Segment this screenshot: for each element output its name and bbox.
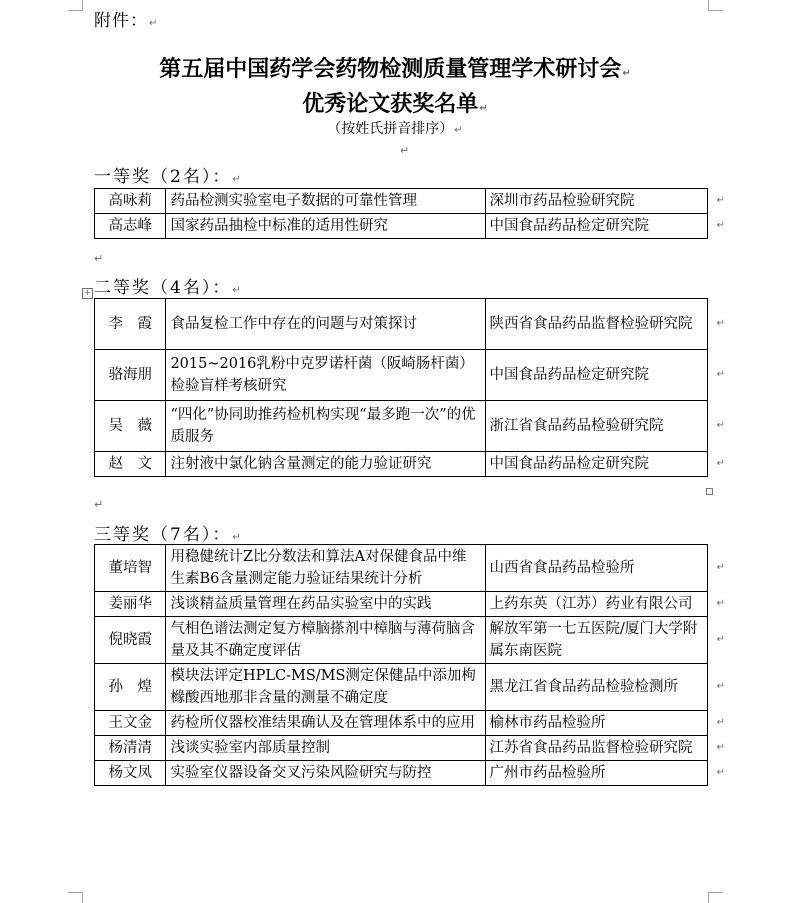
paper-title: 气相色谱法测定复方樟脑搽剂中樟脑与薄荷脑含量及其不确定度评估 bbox=[166, 617, 485, 664]
table-row bbox=[95, 350, 708, 401]
table-row bbox=[95, 617, 708, 664]
institution: 江苏省食品药品监督检验研究院 ↵ bbox=[485, 736, 707, 761]
winner-name: 倪晓霞 bbox=[95, 617, 166, 664]
institution: 陕西省食品药品监督检验研究院 ↵ bbox=[485, 299, 707, 350]
table-row bbox=[95, 214, 708, 239]
section-title-second-prize: 二等奖（4名）：↵ bbox=[94, 278, 243, 298]
winner-name: 董培智 bbox=[95, 545, 166, 592]
paragraph-mark: ↵ bbox=[400, 144, 410, 157]
paper-title: 国家药品抽检中标准的适用性研究 bbox=[166, 214, 485, 239]
paper-title: 浅谈实验室内部质量控制 bbox=[166, 736, 485, 761]
institution: 榆林市药品检验所 ↵ bbox=[485, 711, 707, 736]
institution: 解放军第一七五医院/厦门大学附属东南医院 ↵ bbox=[485, 617, 707, 664]
institution: 深圳市药品检验研究院 ↵ bbox=[485, 189, 707, 214]
document-title: 第五届中国药学会药物检测质量管理学术研讨会↵ bbox=[159, 56, 631, 82]
paper-title: 药检所仪器校准结果确认及在管理体系中的应用 bbox=[166, 711, 485, 736]
institution: 广州市药品检验所 ↵ bbox=[485, 761, 707, 786]
table-row bbox=[95, 545, 708, 592]
institution: 中国食品药品检定研究院 ↵ bbox=[485, 452, 707, 477]
paper-title: 实验室仪器设备交叉污染风险研究与防控 bbox=[166, 761, 485, 786]
paper-title: “四化”协同助推药检机构实现“最多跑一次”的优质服务 bbox=[166, 401, 485, 452]
table-row bbox=[95, 452, 708, 477]
paper-title: 注射液中氯化钠含量测定的能力验证研究 bbox=[166, 452, 485, 477]
winner-name: 高志峰 bbox=[95, 214, 166, 239]
paragraph-mark: ↵ bbox=[94, 252, 104, 265]
table-row bbox=[95, 761, 708, 786]
winner-name: 赵 文 bbox=[95, 452, 166, 477]
document-subtitle: （按姓氏拼音排序）↵ bbox=[327, 121, 463, 137]
second-prize-table bbox=[94, 298, 725, 477]
table-row bbox=[95, 401, 708, 452]
margin-corner-bottom-right bbox=[708, 892, 723, 903]
institution: 浙江省食品药品检验研究院 ↵ bbox=[485, 401, 707, 452]
paper-title: 食品复检工作中存在的问题与对策探讨 bbox=[166, 299, 485, 350]
table-row bbox=[95, 189, 708, 214]
winner-name: 吴 薇 bbox=[95, 401, 166, 452]
institution: 山西省食品药品检验所 ↵ bbox=[485, 545, 707, 592]
table-row bbox=[95, 592, 708, 617]
paper-title: 模块法评定HPLC-MS/MS测定保健品中添加枸橼酸西地那非含量的测量不确定度 bbox=[166, 664, 485, 711]
section-title-first-prize: 一等奖（2名）：↵ bbox=[94, 167, 243, 187]
institution: 黑龙江省食品药品检验检测所 ↵ bbox=[485, 664, 707, 711]
winner-name: 骆海朋 bbox=[95, 350, 166, 401]
table-row bbox=[95, 664, 708, 711]
winner-name: 王文金 bbox=[95, 711, 166, 736]
institution: 上药东英（江苏）药业有限公司 ↵ bbox=[485, 592, 707, 617]
paper-title: 用稳健统计Z比分数法和算法A对保健食品中维生素B6含量测定能力验证结果统计分析 bbox=[166, 545, 485, 592]
winner-name: 李 霞 bbox=[95, 299, 166, 350]
section-title-third-prize: 三等奖（7名）：↵ bbox=[94, 525, 243, 545]
table-resize-handle[interactable] bbox=[706, 488, 713, 495]
table-move-handle-icon[interactable]: + bbox=[83, 288, 92, 298]
attachment-label: 附件：↵ bbox=[94, 11, 159, 31]
winner-name: 孙 煌 bbox=[95, 664, 166, 711]
winner-name: 高咏莉 bbox=[95, 189, 166, 214]
table-row bbox=[95, 299, 708, 350]
margin-corner-top-left bbox=[68, 0, 83, 11]
paper-title: 浅谈精益质量管理在药品实验室中的实践 bbox=[166, 592, 485, 617]
table-row bbox=[95, 736, 708, 761]
paper-title: 2015~2016乳粉中克罗诺杆菌（阪崎肠杆菌）检验盲样考核研究 bbox=[166, 350, 485, 401]
winner-name: 杨文凤 bbox=[95, 761, 166, 786]
margin-corner-bottom-left bbox=[68, 892, 83, 903]
paper-title: 药品检测实验室电子数据的可靠性管理 bbox=[166, 189, 485, 214]
first-prize-table bbox=[94, 188, 725, 239]
paragraph-mark: ↵ bbox=[94, 498, 104, 511]
institution: 中国食品药品检定研究院 ↵ bbox=[485, 214, 707, 239]
margin-corner-top-right bbox=[708, 0, 723, 11]
third-prize-table bbox=[94, 544, 725, 786]
winner-name: 杨清清 bbox=[95, 736, 166, 761]
table-row bbox=[95, 711, 708, 736]
winner-name: 姜丽华 bbox=[95, 592, 166, 617]
institution: 中国食品药品检定研究院 ↵ bbox=[485, 350, 707, 401]
document-title-line2: 优秀论文获奖名单↵ bbox=[302, 91, 488, 117]
